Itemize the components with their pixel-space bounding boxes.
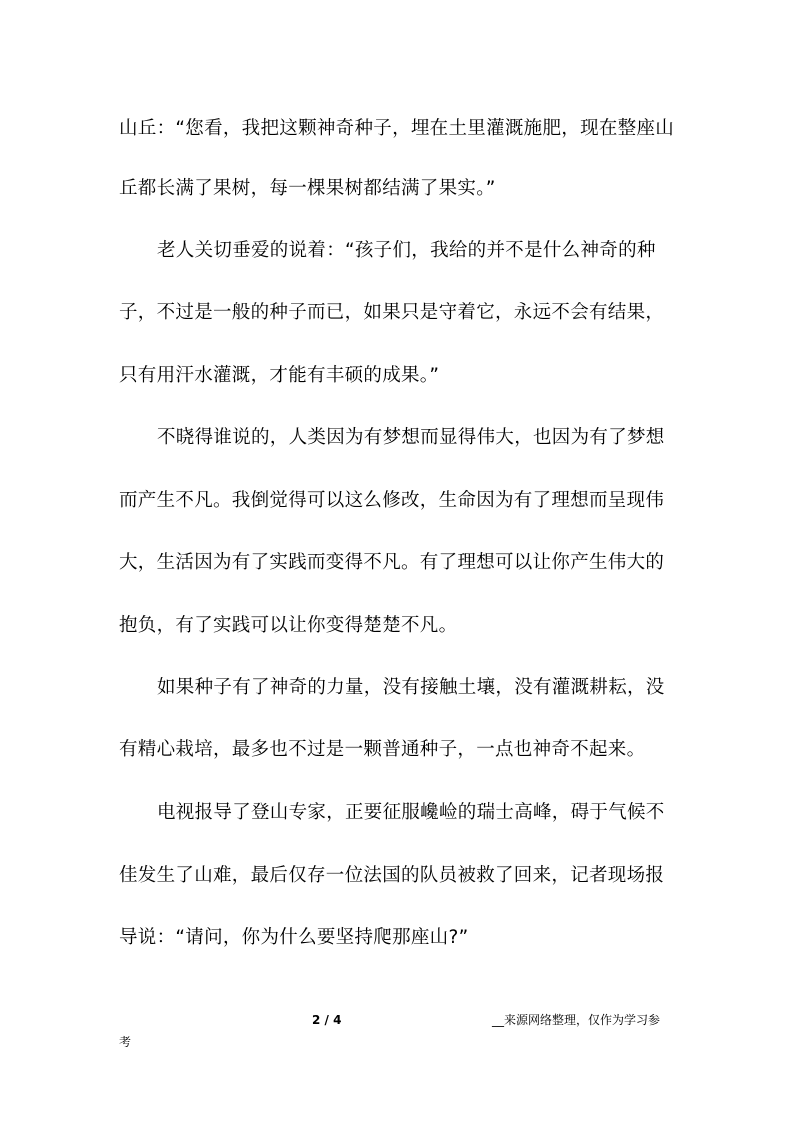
text-line: 抱负，有了实践可以让你变得楚楚不凡。 xyxy=(119,615,458,636)
text-line: 有精心栽培，最多也不过是一颗普通种子，一点也神奇不起来。 xyxy=(119,739,646,760)
text-line: 子，不过是一般的种子而已，如果只是守着它，永远不会有结果， xyxy=(119,302,665,323)
page-number: 2 / 4 xyxy=(312,1013,342,1027)
text-line: 佳发生了山难，最后仅存一位法国的队员被救了回来，记者现场报 xyxy=(119,865,665,886)
source-note: __来源网络整理，仅作为学习参 xyxy=(492,1013,661,1027)
text-line: 山丘：“您看，我把这颗神奇种子，埋在土里灌溉施肥，现在整座山 xyxy=(119,118,675,139)
paragraph-first-line: 如果种子有了神奇的力量，没有接触土壤，没有灌溉耕耘，没 xyxy=(157,677,665,698)
text-line: 导说：“请问，你为什么要坚持爬那座山?” xyxy=(119,927,469,948)
text-line: 而产生不凡。我倒觉得可以这么修改，生命因为有了理想而呈现伟 xyxy=(119,490,665,511)
paragraph-first-line: 不晓得谁说的，人类因为有梦想而显得伟大，也因为有了梦想 xyxy=(157,427,665,448)
text-line: 大，生活因为有了实践而变得不凡。有了理想可以让你产生伟大的 xyxy=(119,552,665,573)
paragraph-first-line: 老人关切垂爱的说着：“孩子们，我给的并不是什么神奇的种 xyxy=(157,240,656,261)
text-line: 丘都长满了果树，每一棵果树都结满了果实。” xyxy=(119,178,496,199)
source-note-continuation: 考 xyxy=(119,1035,132,1049)
text-line: 只有用汗水灌溉，才能有丰硕的成果。” xyxy=(119,365,440,386)
paragraph-first-line: 电视报导了登山专家，正要征服巉崄的瑞士高峰，碍于气候不 xyxy=(157,802,665,823)
